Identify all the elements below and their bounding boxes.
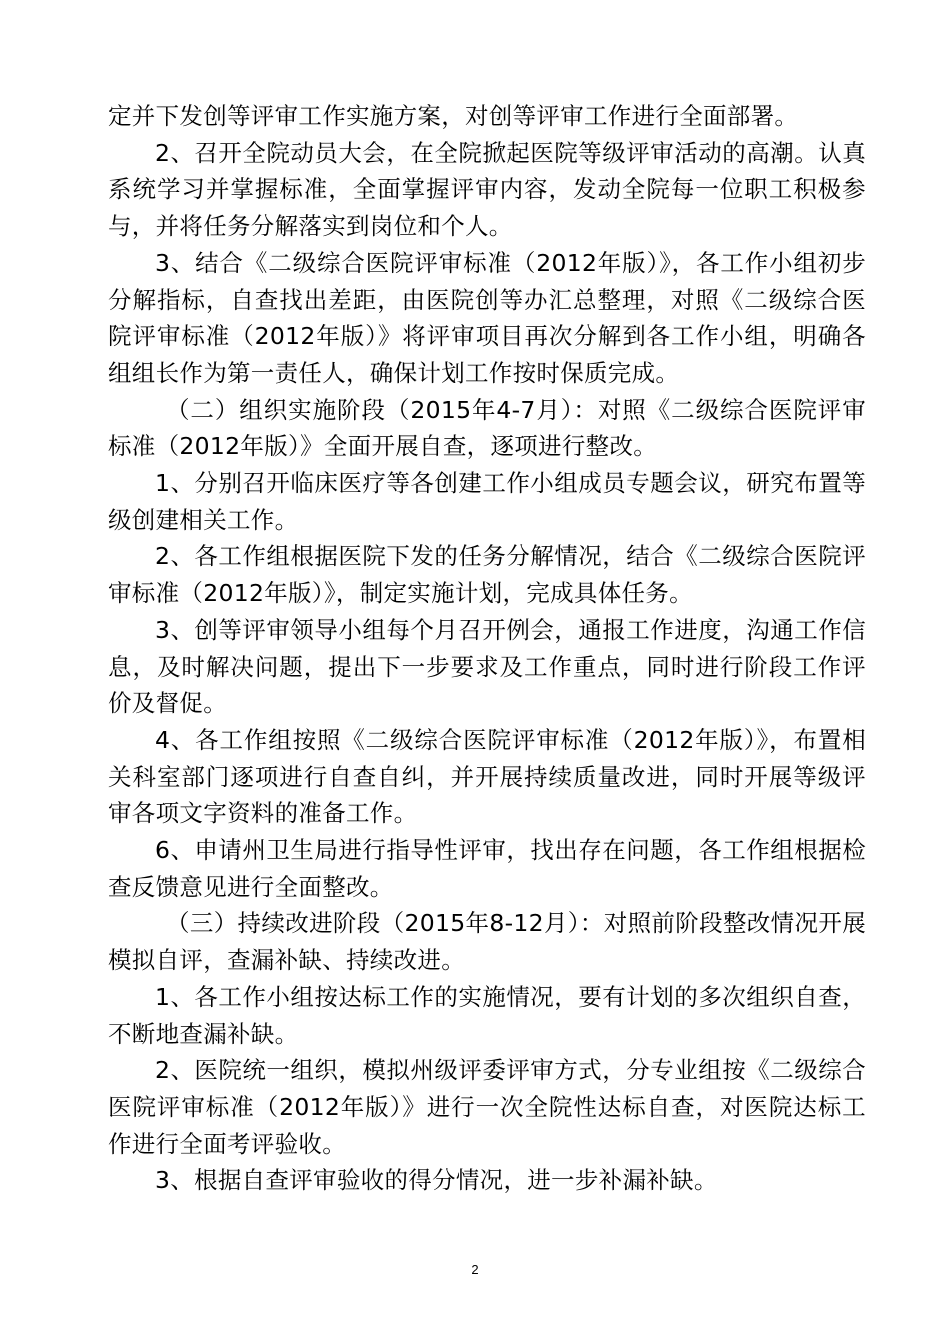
paragraph: 3、结合《二级综合医院评审标准（2012年版）》，各工作小组初步分解指标，自查找出差距，由医院创等办汇总整理，对照《二级综合医院评审标准（2012年版）》将评审项目再次分解到各工作小组，明确各组组长作为第一责任人，确保计划工作按时保质完成。 (108, 248, 866, 387)
paragraph: 2、召开全院动员大会，在全院掀起医院等级评审活动的高潮。认真系统学习并掌握标准，全面掌握评审内容，发动全院每一位职工积极参与，并将任务分解落实到岗位和个人。 (108, 138, 866, 241)
paragraph: 1、分别召开临床医疗等各创建工作小组成员专题会议，研究布置等级创建相关工作。 (108, 469, 866, 534)
paragraph: 定并下发创等评审工作实施方案，对创等评审工作进行全面部署。 (108, 102, 799, 130)
paragraph: 2、医院统一组织，模拟州级评委评审方式，分专业组按《二级综合医院评审标准（2012年版）》进行一次全院性达标自查，对医院达标工作进行全面考评验收。 (108, 1056, 866, 1158)
page-number: 2 (471, 1262, 479, 1277)
paragraph: 4、各工作组按照《二级综合医院评审标准（2012年版）》，布置相关科室部门逐项进行自查自纠，并开展持续质量改进，同时开展等级评审各项文字资料的准备工作。 (108, 725, 866, 828)
paragraph: 1、各工作小组按达标工作的实施情况，要有计划的多次组织自查，不断地查漏补缺。 (108, 982, 866, 1048)
section-heading-paragraph: （二）组织实施阶段（2015年4-7月）：对照《二级综合医院评审标准（2012年版）》全面开展自查，逐项进行整改。 (108, 395, 866, 461)
document-body (108, 98, 866, 1199)
paragraph: 3、根据自查评审验收的得分情况，进一步补漏补缺。 (155, 1166, 718, 1195)
paragraph: 6、申请州卫生局进行指导性评审，找出存在问题，各工作组根据检查反馈意见进行全面整改。 (108, 836, 866, 901)
paragraph: 3、创等评审领导小组每个月召开例会，通报工作进度，沟通工作信息，及时解决问题，提出下一步要求及工作重点，同时进行阶段工作评价及督促。 (108, 615, 866, 718)
paragraph: 2、各工作组根据医院下发的任务分解情况，结合《二级综合医院评审标准（2012年版）》，制定实施计划，完成具体任务。 (108, 542, 866, 608)
section-heading-paragraph: （三）持续改进阶段（2015年8-12月）：对照前阶段整改情况开展模拟自评，查漏补缺、持续改进。 (108, 909, 866, 975)
